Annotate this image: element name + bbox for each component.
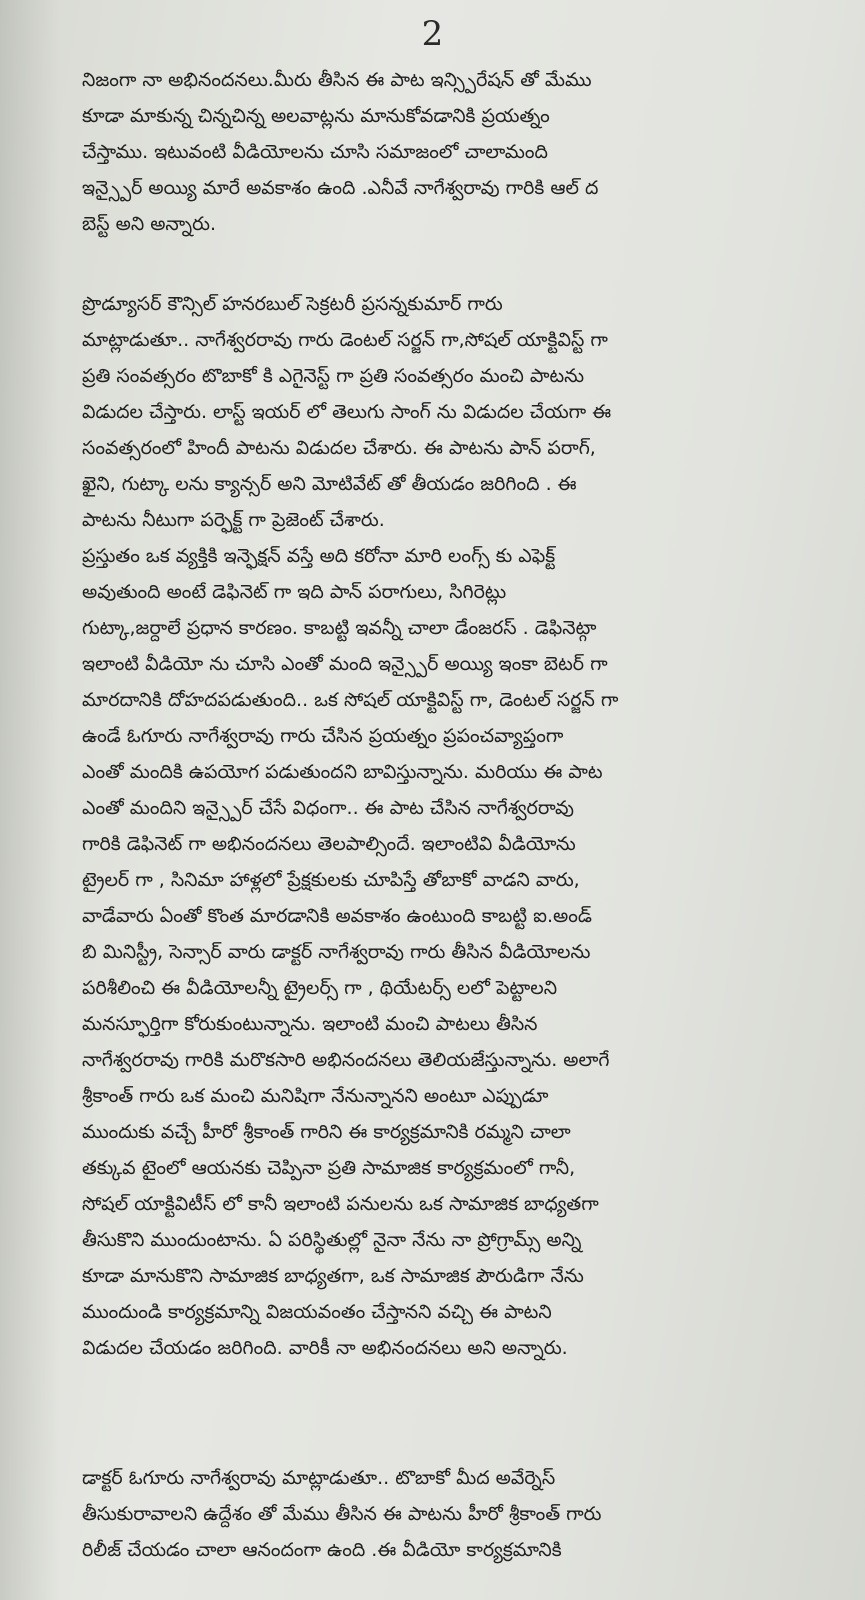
- paragraph-3: [82, 1460, 797, 1568]
- text-line: గుట్కా,జర్దాలే ప్రధాన కారణం. కాబట్టి ఇవన్నీ చాలా డేంజరస్ . డెఫినెట్గా: [82, 617, 597, 639]
- text-line: విడుదల చేస్తారు. లాస్ట్ ఇయర్ లో తెలుగు సాంగ్ ను విడుదల చేయగా ఈ: [82, 401, 612, 423]
- text-line: మాట్లాడుతూ.. నాగేశ్వరరావు గారు డెంటల్ సర్జన్ గా,సోషల్ యాక్టివిస్ట్ గా: [82, 329, 608, 351]
- text-line: ముందుకు వచ్చే హీరో శ్రీకాంత్ గారిని ఈ కార్యక్రమానికి రమ్మని చాలా: [82, 1121, 571, 1143]
- text-line: రిలీజ్ చేయడం చాలా ఆనందంగా ఉంది .ఈ వీడియో కార్యక్రమానికి: [82, 1539, 562, 1561]
- text-line: వాడేవారు ఏంతో కొంత మారడానికి అవకాశం ఉంటుంది కాబట్టి ఐ.అండ్: [82, 905, 592, 927]
- text-line: నాగేశ్వరరావు గారికి మరొకసారి అభినందనలు తెలియజేస్తున్నాను. అలాగే: [82, 1049, 610, 1071]
- text-line: గారికి డెఫినెట్ గా అభినందనలు తెలపాల్సిందే. ఇలాంటివి వీడియోను: [82, 833, 576, 855]
- page-number: 2: [421, 14, 444, 54]
- text-line: కూడా మాకున్న చిన్నచిన్న అలవాట్లను మానుకోవడానికి ప్రయత్నం: [82, 105, 550, 127]
- text-line: మనస్ఫూర్తిగా కోరుకుంటున్నాను. ఇలాంటి మంచి పాటలు తీసిన: [82, 1013, 538, 1035]
- text-line: ఉండే ఓగూరు నాగేశ్వరావు గారు చేసిన ప్రయత్నం ప్రపంచవ్యాప్తంగా: [82, 725, 564, 747]
- text-line: ఎంతో మందికి ఉపయోగ పడుతుందని బావిస్తున్నాను. మరియు ఈ పాట: [82, 761, 603, 783]
- text-line: ఖైని, గుట్కా లను క్యాన్సర్ అని మోటివేట్ తో తీయడం జరిగింది . ఈ: [82, 473, 577, 495]
- text-line: బి మినిస్ట్రీ, సెన్సార్ వారు డాక్టర్ నాగేశ్వరావు గారు తీసిన వీడియోలను: [82, 941, 591, 963]
- text-line: డాక్టర్ ఓగూరు నాగేశ్వరావు మాట్లాడుతూ.. టొబాకో మీద అవేర్నెస్: [82, 1467, 556, 1489]
- text-line: నిజంగా నా అభినందనలు.మీరు తీసిన ఈ పాట ఇన్స్పిరేషన్ తో మేము: [82, 69, 592, 91]
- text-line: ట్రైలర్ గా , సినిమా హాళ్లలో ప్రేక్షకులకు చూపిస్తే తోబాకో వాడని వారు,: [82, 869, 580, 891]
- text-line: తీసుకొని ముందుంటాను. ఏ పరిస్థితుల్లో నైనా నేను నా ప్రోగ్రామ్స్ అన్ని: [82, 1229, 582, 1251]
- text-line: ప్రొడ్యూసర్ కౌన్సిల్ హనరబుల్ సెక్రటరీ ప్రసన్నకుమార్ గారు: [82, 293, 503, 315]
- text-line: చేస్తాము. ఇటువంటి వీడియోలను చూసి సమాజంలో చాలామంది: [82, 141, 548, 163]
- text-line: ఎంతో మందిని ఇన్స్పైర్ చేసే విధంగా.. ఈ పాట చేసిన నాగేశ్వరరావు: [82, 797, 575, 819]
- paragraph-2: [82, 286, 797, 1366]
- paragraph-1: [82, 62, 797, 242]
- text-line: సోషల్ యాక్టివిటీస్ లో కానీ ఇలాంటి పనులను ఒక సామాజిక బాధ్యతగా: [82, 1193, 599, 1215]
- text-line: పరిశీలించి ఈ వీడియోలన్నీ ట్రైలర్స్ గా , థియేటర్స్ లలో పెట్టాలని: [82, 977, 558, 999]
- text-line: పాటను నీటుగా పర్ఫెక్ట్ గా ప్రెజెంట్ చేశారు.: [82, 509, 385, 531]
- text-line: కూడా మానుకొని సామాజిక బాధ్యతగా, ఒక సామాజిక పౌరుడిగా నేను: [82, 1265, 584, 1287]
- text-line: అవుతుంది అంటే డెఫినెట్ గా ఇది పాన్ పరాగులు, సిగిరెట్లు: [82, 581, 507, 603]
- text-line: తీసుకురావాలని ఉద్దేశం తో మేము తీసిన ఈ పాటను హీరో శ్రీకాంత్ గారు: [82, 1503, 602, 1525]
- text-line: ఇలాంటి వీడియో ను చూసి ఎంతో మంది ఇన్స్పైర్ అయ్యి ఇంకా బెటర్ గా: [82, 653, 608, 675]
- text-line: తక్కువ టైంలో ఆయనకు చెప్పినా ప్రతి సామాజిక కార్యక్రమంలో గానీ,: [82, 1157, 576, 1179]
- text-line: విడుదల చేయడం జరిగింది. వారికీ నా అభినందనలు అని అన్నారు.: [82, 1337, 568, 1359]
- text-line: బెస్ట్ అని అన్నారు.: [82, 213, 216, 235]
- text-line: సంవత్సరంలో హిందీ పాటను విడుదల చేశారు. ఈ పాటను పాన్ పరాగ్,: [82, 437, 596, 459]
- text-line: ప్రతి సంవత్సరం టొబాకో కి ఎగైనెస్ట్ గా ప్రతి సంవత్సరం మంచి పాటను: [82, 365, 585, 387]
- text-line: శ్రీకాంత్ గారు ఒక మంచి మనిషిగా నేనున్నానని అంటూ ఎప్పుడూ: [82, 1085, 549, 1107]
- page-shadow: [0, 0, 60, 1600]
- text-line: ఇన్స్పైర్ అయ్యి మారే అవకాశం ఉంది .ఎనీవే నాగేశ్వరావు గారికి ఆల్ ద: [82, 177, 599, 199]
- text-line: మారదానికి దోహదపడుతుంది.. ఒక సోషల్ యాక్టివిస్ట్ గా, డెంటల్ సర్జన్ గా: [82, 689, 619, 711]
- text-line: ప్రస్తుతం ఒక వ్యక్తికి ఇన్ఫెక్షన్ వస్తే అది కరోనా మారి లంగ్స్ కు ఎఫెక్ట్: [82, 545, 556, 567]
- text-line: ముందుండి కార్యక్రమాన్ని విజయవంతం చేస్తానని వచ్చి ఈ పాటని: [82, 1301, 552, 1323]
